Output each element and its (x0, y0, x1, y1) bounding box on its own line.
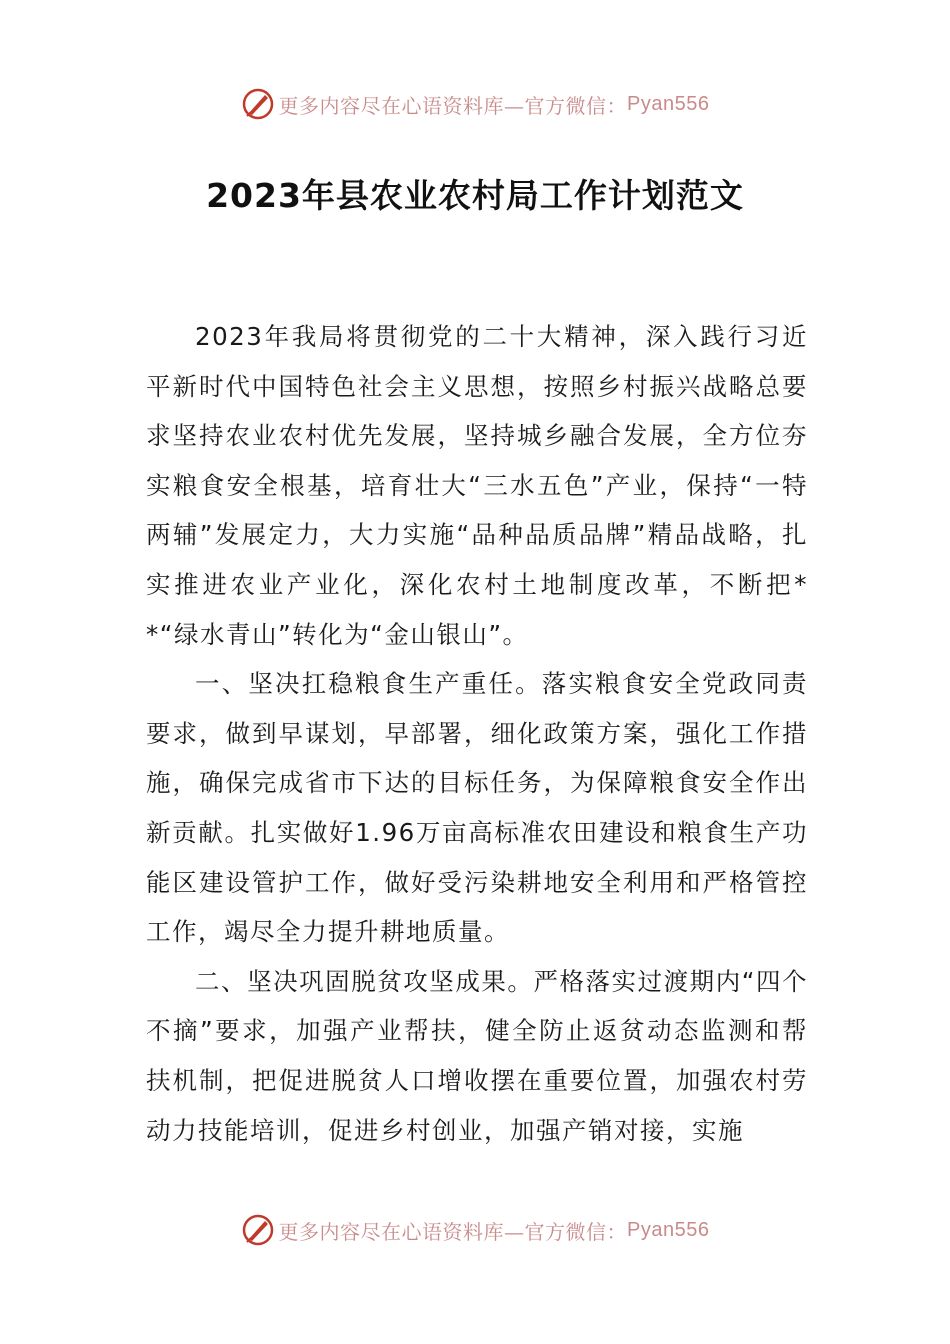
document-title: 2023年县农业农村局工作计划范文 (206, 176, 744, 215)
watermark-banner-bottom (0, 1210, 950, 1250)
paragraph-intro: 2023年我局将贯彻党的二十大精神，深入践行习近平新时代中国特色社会主义思想，按照乡村振兴战略总要求坚持农业农村优先发展，坚持城乡融合发展，全方位夯实粮食安全根基，培育壮大“三水五色”产业，保持“一特两辅”发展定力，大力实施“品种品质品牌”精品战略，扎实推进农业产业化，深化农村土地制度改革，不断把**“绿水青山”转化为“金山银山”。 (146, 322, 808, 649)
watermark-banner-top (0, 84, 950, 124)
watermark-text: 更多内容尽在心语资料库—官方微信： (278, 93, 628, 118)
quill-logo-icon (241, 1213, 275, 1247)
paragraph-section-2: 二、坚决巩固脱贫攻坚成果。严格落实过渡期内“四个不摘”要求，加强产业帮扶，健全防止返贫动态监测和帮扶机制，把促进脱贫人口增收摆在重要位置，加强农村劳动力技能培训，促进乡村创业，加强产销对接，实施 (146, 966, 808, 1145)
watermark-wechat-id: Pyan556 (627, 92, 710, 115)
watermark-wechat-id: Pyan556 (627, 1218, 710, 1241)
document-body (146, 312, 808, 1155)
paragraph-section-1: 一、坚决扛稳粮食生产重任。落实粮食安全党政同责要求，做到早谋划，早部署，细化政策方案，强化工作措施，确保完成省市下达的目标任务，为保障粮食安全作出新贡献。扎实做好1.96万亩高标准农田建设和粮食生产功能区建设管护工作，做好受污染耕地安全利用和严格管控工作，竭尽全力提升耕地质量。 (146, 669, 808, 947)
watermark-text: 更多内容尽在心语资料库—官方微信： (278, 1219, 628, 1244)
quill-logo-icon (241, 87, 275, 121)
